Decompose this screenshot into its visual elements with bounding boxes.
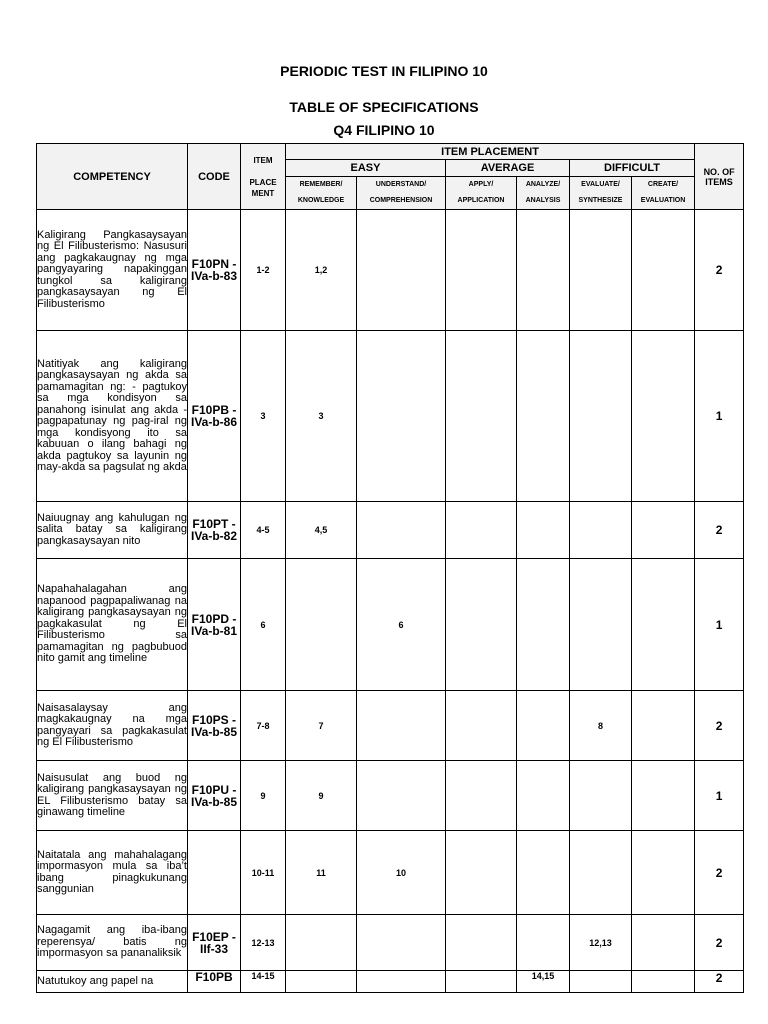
code-cell: F10PN -IVa-b-83: [188, 210, 241, 331]
competency-cell: Natutukoy ang papel na: [37, 971, 188, 993]
remember-cell: 11: [286, 831, 357, 915]
code-cell: [188, 831, 241, 915]
create-cell: [632, 691, 695, 761]
remember-cell: 1,2: [286, 210, 357, 331]
level-header-create: [632, 177, 695, 210]
understand-cell: 6: [357, 559, 446, 691]
easy-header: EASY: [286, 160, 446, 177]
create-cell: [632, 915, 695, 971]
level-top: UNDERSTAND/: [375, 181, 427, 188]
level-header-remember: [286, 177, 357, 210]
apply-cell: [446, 691, 517, 761]
apply-cell: [446, 331, 517, 502]
analyze-cell: [517, 831, 570, 915]
create-cell: [632, 761, 695, 831]
create-cell: [632, 559, 695, 691]
create-cell: [632, 502, 695, 559]
understand-cell: [357, 971, 446, 993]
evaluate-cell: [570, 831, 632, 915]
level-bottom: APPLICATION: [457, 197, 505, 204]
competency-cell: Napahahalagahan ang napanood pagpapaliwanag na kaligirang pangkasaysayan ng pagkakasulat ng El Filibusterismo sa pamamagitan ng pagbubuod nito gamit ang timeline: [37, 559, 188, 691]
level-top: APPLY/: [468, 181, 494, 188]
analyze-cell: [517, 331, 570, 502]
code-cell: F10PU -IVa-b-85: [188, 761, 241, 831]
placement-cell: 7-8: [241, 691, 286, 761]
evaluate-cell: [570, 559, 632, 691]
analyze-cell: [517, 761, 570, 831]
code-cell: F10PS -IVa-b-85: [188, 691, 241, 761]
item-count-cell: 2: [695, 691, 744, 761]
apply-cell: [446, 559, 517, 691]
create-cell: [632, 971, 695, 993]
understand-cell: [357, 915, 446, 971]
remember-cell: 4,5: [286, 502, 357, 559]
item-placement-col-header: [241, 144, 286, 210]
evaluate-cell: 12,13: [570, 915, 632, 971]
level-bottom: EVALUATION: [640, 197, 686, 204]
placement-cell: 12-13: [241, 915, 286, 971]
evaluate-cell: [570, 502, 632, 559]
placement-cell: 3: [241, 331, 286, 502]
remember-cell: 7: [286, 691, 357, 761]
create-cell: [632, 210, 695, 331]
difficult-header: DIFFICULT: [570, 160, 695, 177]
evaluate-cell: [570, 971, 632, 993]
level-header-analyze: [517, 177, 570, 210]
item-count-cell: 2: [695, 831, 744, 915]
placement-cell: 14-15: [241, 971, 286, 993]
item-header-line2: PLACE MENT: [249, 177, 277, 198]
table-row: [37, 502, 744, 559]
understand-cell: [357, 761, 446, 831]
document-title: PERIODIC TEST IN FILIPINO 10: [280, 63, 488, 79]
level-header-evaluate: [570, 177, 632, 210]
item-count-cell: 2: [695, 502, 744, 559]
create-cell: [632, 331, 695, 502]
level-top: EVALUATE/: [581, 181, 620, 188]
competency-header: COMPETENCY: [37, 144, 188, 210]
level-header-understand: [357, 177, 446, 210]
item-placement-header: ITEM PLACEMENT: [286, 144, 695, 160]
level-top: CREATE/: [647, 181, 679, 188]
understand-cell: [357, 210, 446, 331]
code-cell: F10PT -IVa-b-82: [188, 502, 241, 559]
level-header-apply: [446, 177, 517, 210]
code-cell: F10PB: [188, 971, 241, 993]
apply-cell: [446, 971, 517, 993]
remember-cell: [286, 559, 357, 691]
remember-cell: 3: [286, 331, 357, 502]
specifications-table: [36, 143, 744, 993]
analyze-cell: [517, 559, 570, 691]
table-row: [37, 915, 744, 971]
code-cell: F10EP -IIf-33: [188, 915, 241, 971]
evaluate-cell: [570, 331, 632, 502]
table-row: [37, 761, 744, 831]
understand-cell: [357, 502, 446, 559]
level-bottom: COMPREHENSION: [369, 197, 433, 204]
table-row: [37, 971, 744, 993]
analyze-cell: [517, 210, 570, 331]
competency-cell: Nagagamit ang iba-ibang reperensya/ batis ng impormasyon sa pananaliksik: [37, 915, 188, 971]
competency-cell: Naiuugnay ang kahulugan ng salita batay sa kaligirang pangkasaysayan nito: [37, 502, 188, 559]
placement-cell: 4-5: [241, 502, 286, 559]
table-row: [37, 559, 744, 691]
table-row: [37, 831, 744, 915]
level-top: ANALYZE/: [525, 181, 561, 188]
table-heading: TABLE OF SPECIFICATIONS: [289, 99, 479, 115]
remember-cell: [286, 915, 357, 971]
analyze-cell: [517, 502, 570, 559]
item-count-cell: 1: [695, 331, 744, 502]
table-row: [37, 691, 744, 761]
no-of-items-header: NO. OF ITEMS: [695, 144, 744, 210]
competency-cell: Kaligirang Pangkasaysayan ng El Filibusterismo: Nasusuri ang pagkakaugnay ng mga pangyayaring napakinggan tungkol sa kaligirang pangkasaysayan ng El Filibusterismo: [37, 210, 188, 331]
analyze-cell: [517, 915, 570, 971]
item-count-cell: 1: [695, 761, 744, 831]
understand-cell: [357, 331, 446, 502]
level-top: REMEMBER/: [299, 181, 343, 188]
understand-cell: 10: [357, 831, 446, 915]
code-cell: F10PB -IVa-b-86: [188, 331, 241, 502]
average-header: AVERAGE: [446, 160, 570, 177]
remember-cell: [286, 971, 357, 993]
level-bottom: ANALYSIS: [525, 197, 561, 204]
item-header-line1: ITEM: [253, 155, 273, 165]
competency-cell: Naisasalaysay ang magkakaugnay na mga pangyayari sa pagkakasulat ng El Filibusterismo: [37, 691, 188, 761]
competency-cell: Naisusulat ang buod ng kaligirang pangkasaysayan ng EL Filibusterismo batay sa ginawang timeline: [37, 761, 188, 831]
level-bottom: KNOWLEDGE: [297, 197, 345, 204]
placement-cell: 6: [241, 559, 286, 691]
understand-cell: [357, 691, 446, 761]
evaluate-cell: [570, 761, 632, 831]
code-cell: F10PD -IVa-b-81: [188, 559, 241, 691]
apply-cell: [446, 831, 517, 915]
item-count-cell: 2: [695, 915, 744, 971]
placement-cell: 1-2: [241, 210, 286, 331]
level-bottom: SYNTHESIZE: [578, 197, 623, 204]
competency-cell: Naitatala ang mahahalagang impormasyon mula sa iba’t ibang pinagkukunang sanggunian: [37, 831, 188, 915]
placement-cell: 9: [241, 761, 286, 831]
item-count-cell: 2: [695, 210, 744, 331]
evaluate-cell: [570, 210, 632, 331]
apply-cell: [446, 502, 517, 559]
item-count-cell: 2: [695, 971, 744, 993]
quarter-heading: Q4 FILIPINO 10: [333, 122, 435, 138]
apply-cell: [446, 915, 517, 971]
analyze-cell: [517, 691, 570, 761]
analyze-cell: 14,15: [517, 971, 570, 993]
create-cell: [632, 831, 695, 915]
apply-cell: [446, 761, 517, 831]
item-count-cell: 1: [695, 559, 744, 691]
evaluate-cell: 8: [570, 691, 632, 761]
placement-cell: 10-11: [241, 831, 286, 915]
apply-cell: [446, 210, 517, 331]
table-row: [37, 210, 744, 331]
competency-cell: Natitiyak ang kaligirang pangkasaysayan ng akda sa pamamagitan ng: - pagtukoy sa mga kondisyon sa panahong isinulat ang akda - pagpapatunay ng pag-iral ng mga kondisyong ito sa kabuuan o ilang bahagi ng akda pagtukoy sa layunin ng may-akda sa pagsulat ng akda: [37, 331, 188, 502]
table-row: [37, 331, 744, 502]
remember-cell: 9: [286, 761, 357, 831]
code-header: CODE: [188, 144, 241, 210]
